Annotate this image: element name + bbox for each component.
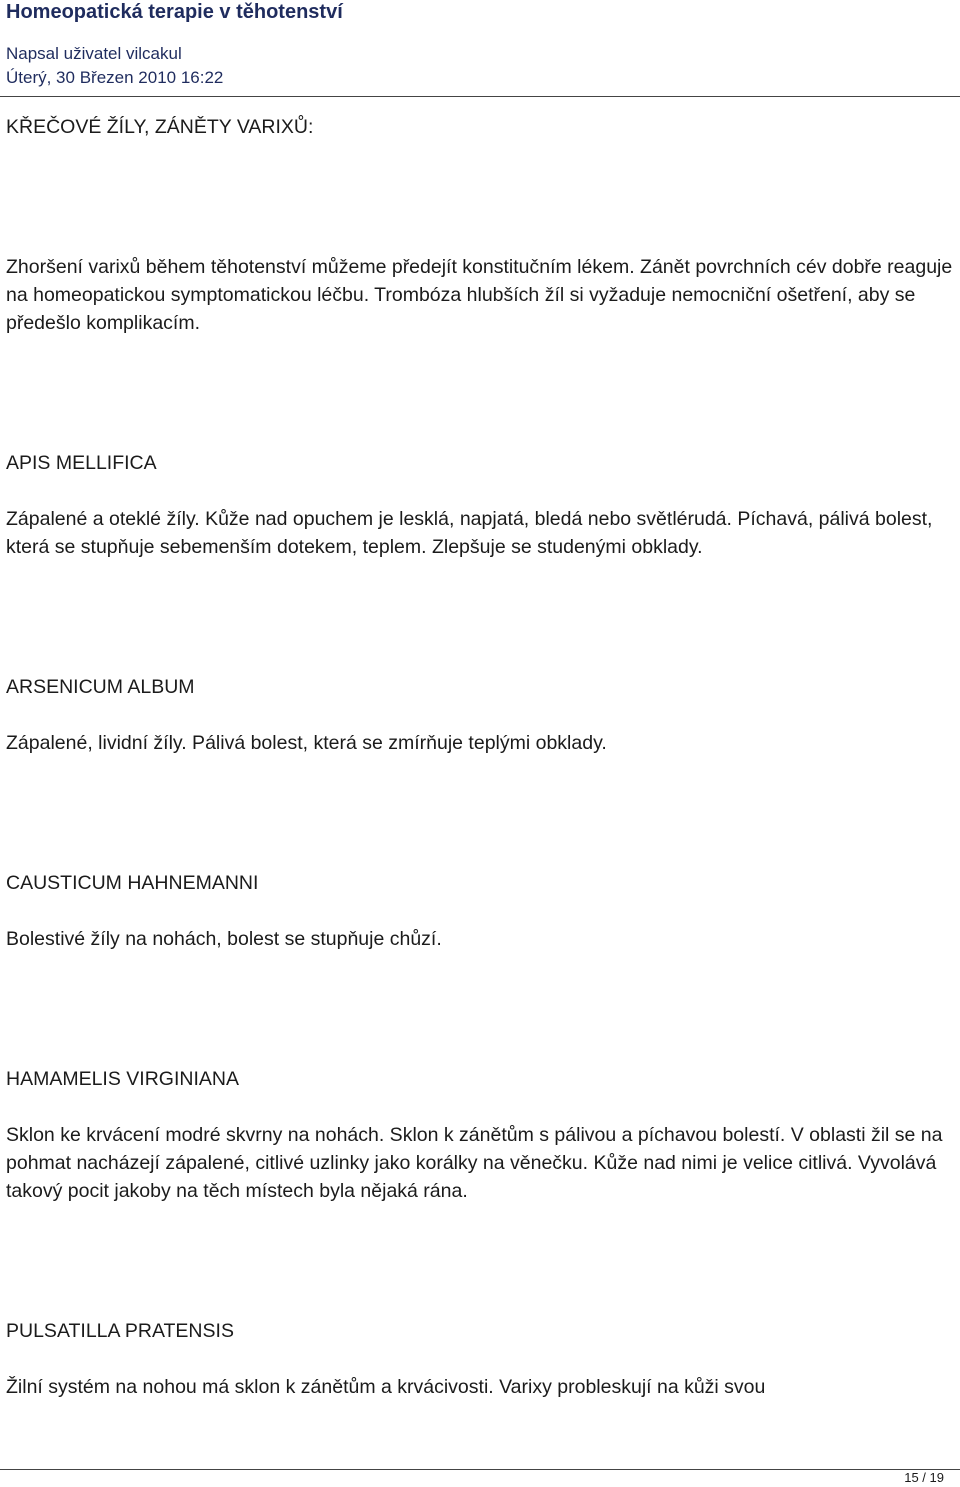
- remedy-heading-arsenicum: ARSENICUM ALBUM: [6, 676, 195, 698]
- date-line: Úterý, 30 Březen 2010 16:22: [6, 68, 224, 87]
- page-number: 15 / 19: [904, 1470, 944, 1485]
- remedy-heading-apis: APIS MELLIFICA: [6, 452, 157, 474]
- remedy-text-hamamelis: Sklon ke krvácení modré skvrny na nohách. Sklon k zánětům s pálivou a píchavou bolestí. V oblasti žil se na pohmat nacházejí zápalené, citlivé uzlinky jako korálky na věnečku. Kůže nad nimi je velice citlivá. Vyvolává takový pocit jakoby na těch místech byla nějaká rána.: [6, 1124, 943, 1202]
- remedy-heading-hamamelis: HAMAMELIS VIRGINIANA: [6, 1068, 239, 1090]
- author-line: Napsal uživatel vilcakul: [6, 44, 182, 63]
- article-title: KŘEČOVÉ ŽÍLY, ZÁNĚTY VARIXŮ:: [6, 116, 314, 138]
- remedy-text-pulsatilla: Žilní systém na nohou má sklon k zánětům a krvácivosti. Varixy probleskují na kůži svou: [6, 1376, 766, 1398]
- document-title: Homeopatická terapie v těhotenství: [6, 1, 343, 23]
- remedy-text-apis: Zápalené a oteklé žíly. Kůže nad opuchem je lesklá, napjatá, bledá nebo světlérudá. Píchavá, pálivá bolest, která se stupňuje sebemenším dotekem, teplem. Zlepšuje se studenými obklady.: [6, 508, 933, 558]
- header-divider: [0, 96, 960, 97]
- intro-paragraph: Zhoršení varixů během těhotenství můžeme předejít konstitučním lékem. Zánět povrchních cév dobře reaguje na homeopatickou symptomatickou léčbu. Trombóza hlubších žíl si vyžaduje nemocniční ošetření, aby se předešlo komplikacím.: [6, 256, 953, 334]
- remedy-heading-causticum: CAUSTICUM HAHNEMANNI: [6, 872, 259, 894]
- footer-divider: [0, 1469, 960, 1470]
- remedy-text-causticum: Bolestivé žíly na nohách, bolest se stupňuje chůzí.: [6, 928, 442, 950]
- remedy-text-arsenicum: Zápalené, lividní žíly. Pálivá bolest, která se zmírňuje teplými obklady.: [6, 732, 607, 754]
- remedy-heading-pulsatilla: PULSATILLA PRATENSIS: [6, 1320, 234, 1342]
